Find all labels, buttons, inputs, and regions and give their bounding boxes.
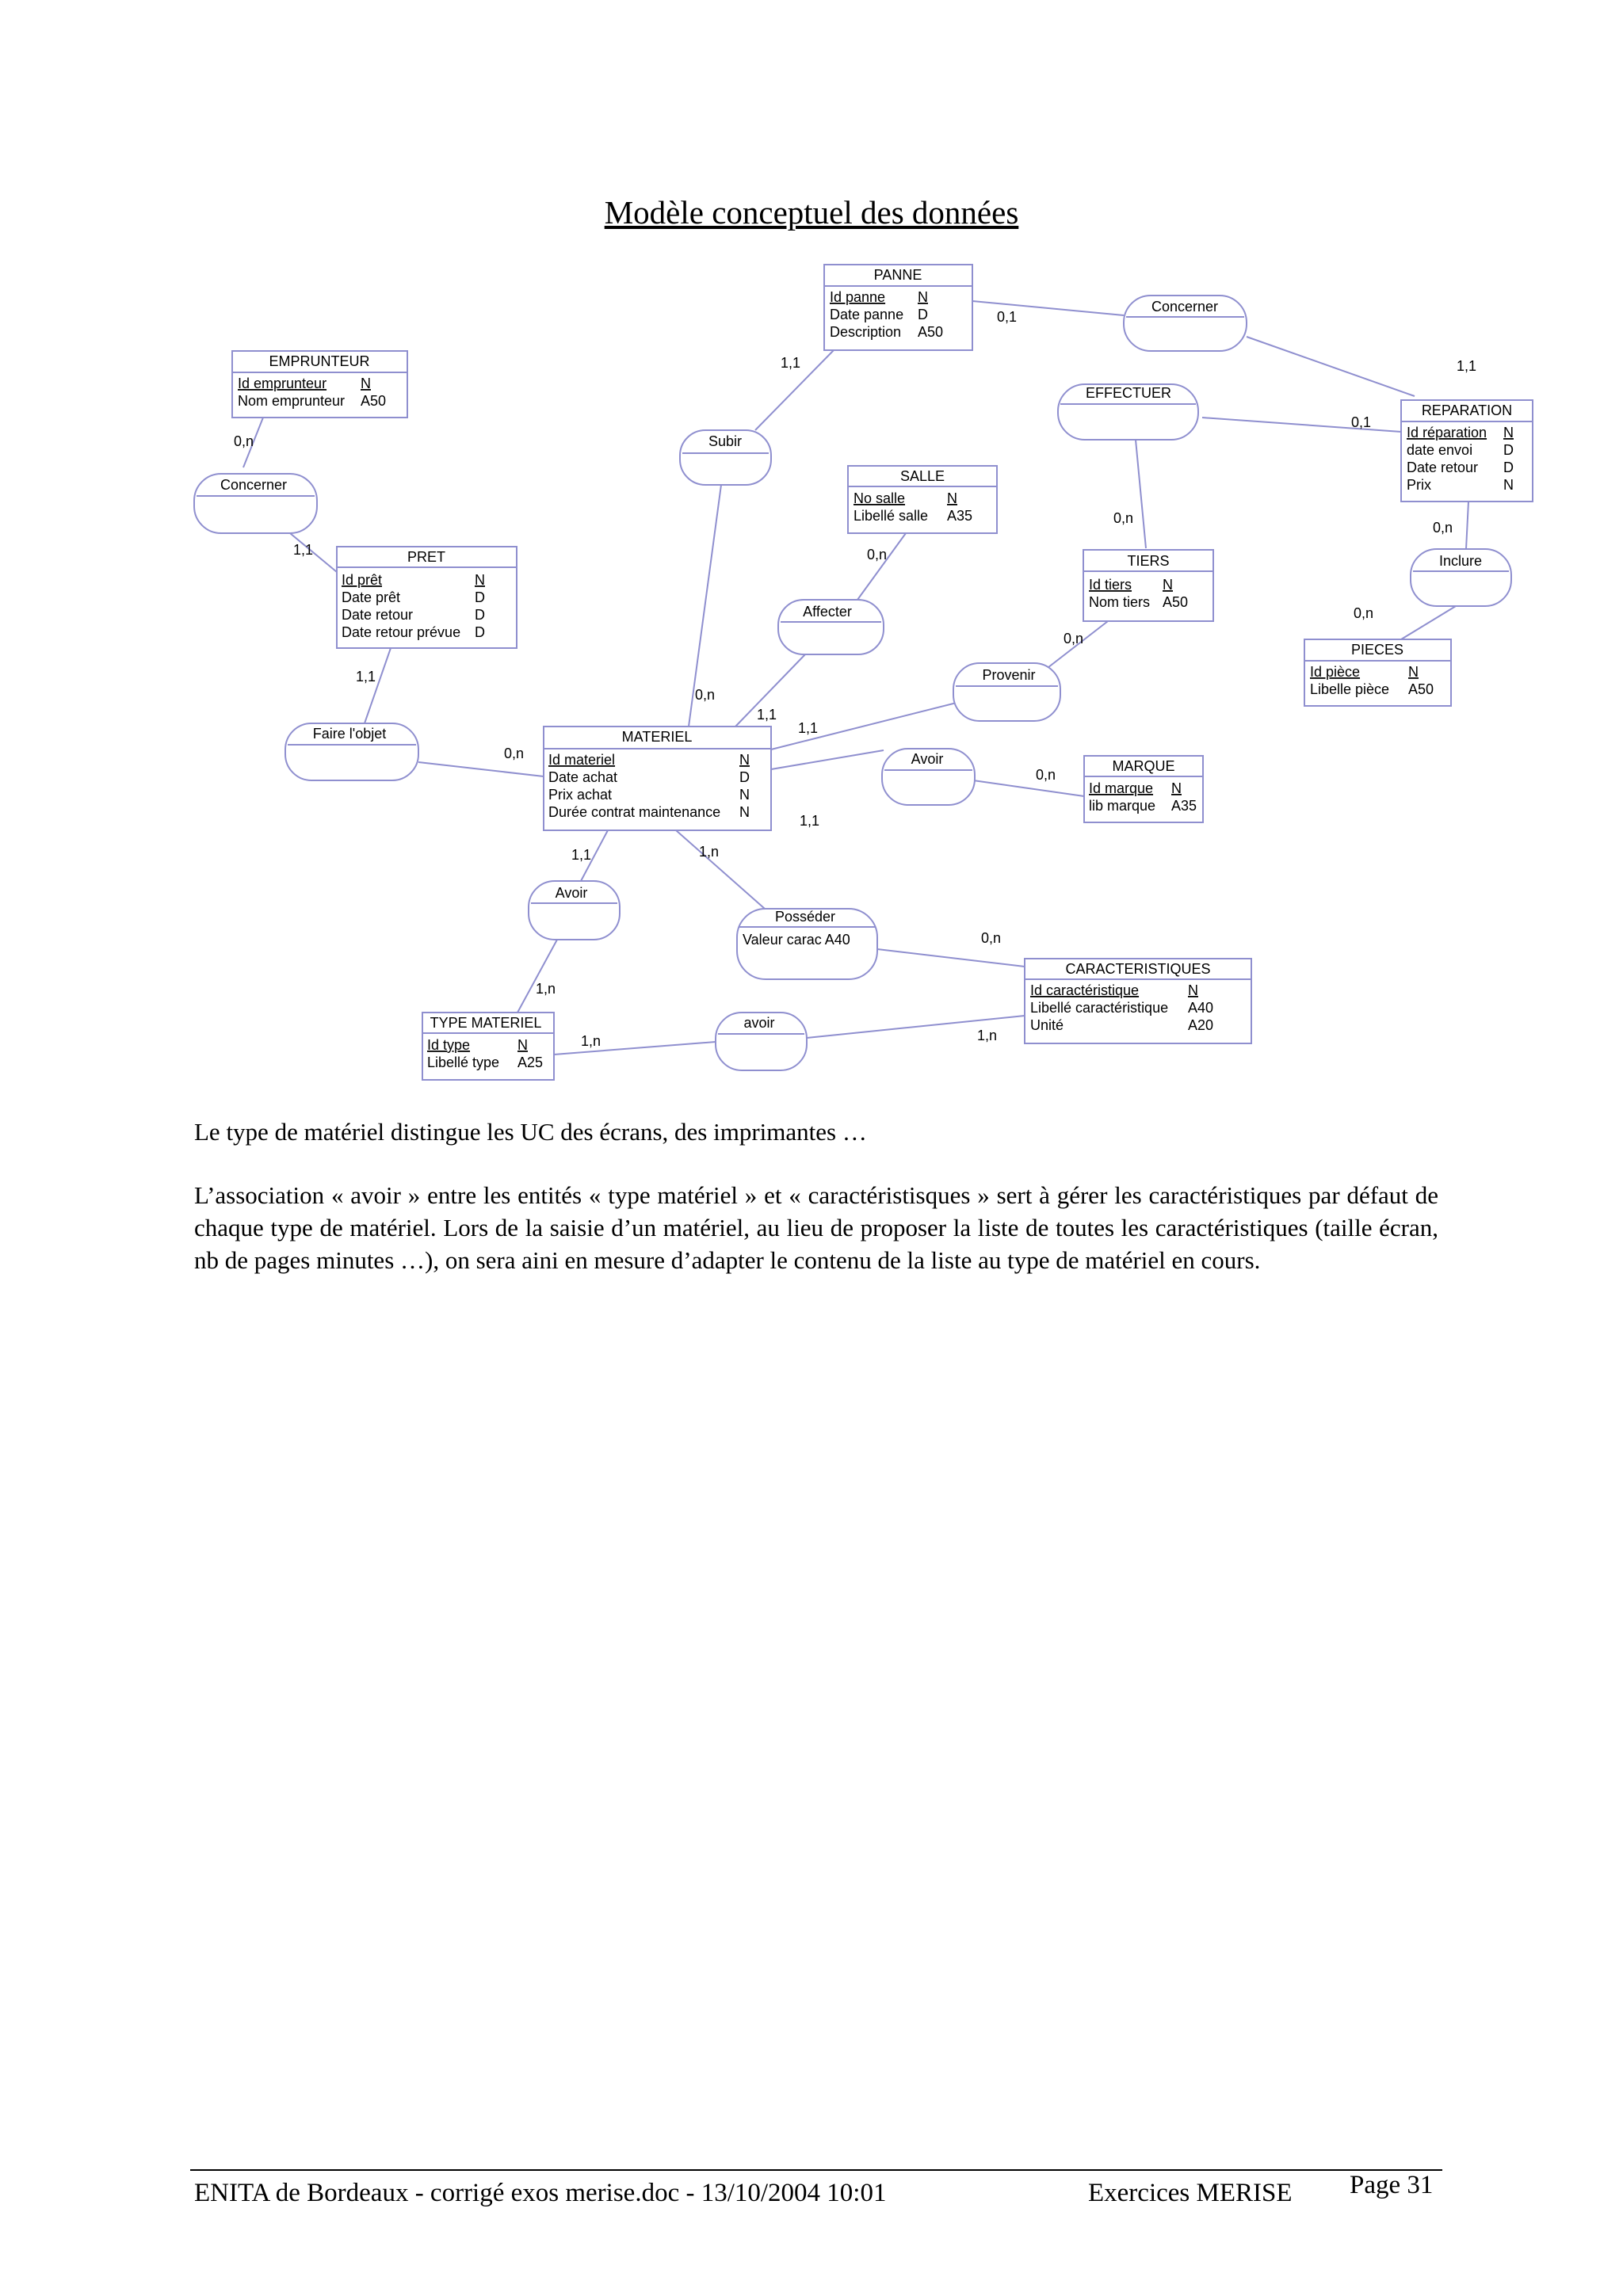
attr-prix-type: N [1503, 477, 1514, 493]
card-caract-posseder: 0,n [981, 930, 1002, 946]
card-pret-concerner: 1,1 [293, 542, 314, 558]
link-pret-faire [365, 648, 391, 723]
card-materiel-subir: 0,n [695, 687, 716, 703]
card-reparation-effectuer: 0,1 [1351, 414, 1372, 430]
attr-description: Description [830, 324, 902, 340]
attr-nom-tiers-type: A50 [1163, 594, 1189, 610]
assoc-avoir-type-label: Avoir [555, 885, 588, 901]
attr-id-type: Id type [427, 1037, 471, 1053]
assoc-subir-label: Subir [708, 433, 743, 449]
card-type-avoir-materiel: 1,n [536, 981, 556, 997]
attr-id-tiers-type: N [1163, 577, 1173, 593]
attr-date-retour-rep-type: D [1503, 460, 1514, 475]
link-salle-affecter [857, 533, 906, 600]
link-type-avoir [554, 1042, 716, 1055]
entity-type-materiel-title: TYPE MATERIEL [430, 1015, 542, 1031]
entity-emprunteur [232, 351, 407, 418]
attr-libelle-salle: Libellé salle [854, 508, 929, 524]
assoc-posseder [737, 909, 877, 979]
link-inclure-pieces [1401, 606, 1456, 639]
attr-date-panne-type: D [918, 307, 928, 322]
entity-reparation-title: REPARATION [1421, 402, 1513, 418]
attr-date-retour-rep: Date retour [1407, 460, 1479, 475]
card-materiel-posseder: 1,n [699, 844, 720, 860]
attr-prix-achat-type: N [739, 787, 750, 803]
link-panne-concerner [972, 301, 1124, 315]
card-materiel-affecter: 1,1 [757, 707, 777, 723]
attr-unite: Unité [1030, 1017, 1064, 1033]
paragraph-type-materiel: Le type de matériel distingue les UC des écrans, des imprimantes … [194, 1118, 867, 1146]
entity-marque [1084, 756, 1203, 822]
attr-libelle-salle-type: A35 [947, 508, 973, 524]
attr-id-marque: Id marque [1089, 780, 1154, 796]
assoc-provenir [953, 663, 1060, 721]
entity-pieces [1304, 639, 1451, 706]
entity-pret-title: PRET [407, 549, 446, 565]
link-avoir-marque [973, 780, 1084, 796]
card-pret-faire: 1,1 [356, 669, 376, 685]
attr-date-envoi: date envoi [1407, 442, 1473, 458]
card-tiers-effectuer: 0,n [1113, 510, 1134, 526]
entity-caracteristiques-title: CARACTERISTIQUES [1065, 961, 1211, 977]
link-avoir-type [517, 940, 557, 1013]
assoc-posseder-attr: Valeur carac A40 [743, 932, 850, 948]
attr-libelle-type: Libellé type [427, 1055, 500, 1070]
attr-id-piece-type: N [1408, 664, 1419, 680]
attr-date-retour-prevue: Date retour prévue [342, 624, 461, 640]
entity-caracteristiques [1025, 959, 1251, 1043]
attr-id-type-type: N [517, 1037, 528, 1053]
attr-nom-emprunteur: Nom emprunteur [238, 393, 346, 409]
footer-course: Exercices MERISE [1088, 2179, 1293, 2207]
assoc-avoir-marque-label: Avoir [911, 751, 944, 767]
card-materiel-avoir-type: 1,1 [571, 847, 592, 863]
attr-id-pret: Id prêt [342, 572, 383, 588]
attr-id-panne: Id panne [830, 289, 886, 305]
attr-id-emprunteur: Id emprunteur [238, 376, 327, 391]
card-materiel-faire: 0,n [504, 746, 525, 761]
attr-unite-type: A20 [1188, 1017, 1214, 1033]
attr-no-salle-type: N [947, 490, 957, 506]
attr-id-caracteristique-type: N [1188, 982, 1198, 998]
assoc-effectuer [1058, 384, 1198, 440]
mcd-diagram [0, 0, 1623, 1093]
attr-date-envoi-type: D [1503, 442, 1514, 458]
attr-id-materiel-type: N [739, 752, 750, 768]
attr-nom-emprunteur-type: A50 [361, 393, 387, 409]
attr-id-materiel: Id materiel [548, 752, 616, 768]
card-reparation-concerner: 1,1 [1457, 358, 1477, 374]
attr-date-achat-type: D [739, 769, 750, 785]
footer-divider [190, 2169, 1442, 2171]
link-effectuer-reparation [1202, 418, 1401, 432]
attr-prix: Prix [1407, 477, 1431, 493]
entity-materiel-title: MATERIEL [621, 729, 693, 745]
card-salle-affecter: 0,n [867, 547, 888, 563]
assoc-inclure [1411, 549, 1511, 606]
assoc-concerner-pret-label: Concerner [220, 477, 288, 493]
attr-id-reparation: Id réparation [1407, 425, 1487, 441]
attr-id-pret-type: N [475, 572, 485, 588]
assoc-subir [680, 430, 771, 485]
attr-prix-achat: Prix achat [548, 787, 613, 803]
attr-duree-contrat-type: N [739, 804, 750, 820]
assoc-provenir-label: Provenir [982, 667, 1036, 683]
assoc-inclure-label: Inclure [1438, 553, 1483, 569]
assoc-affecter [778, 600, 884, 654]
link-effectuer-tiers [1136, 440, 1146, 548]
assoc-faire-objet-label: Faire l'objet [312, 726, 387, 742]
attr-id-piece: Id pièce [1310, 664, 1361, 680]
assoc-concerner-panne-label: Concerner [1151, 299, 1219, 315]
entity-emprunteur-title: EMPRUNTEUR [269, 353, 370, 369]
paragraph-association-avoir: L’association « avoir » entre les entités « type matériel » et « caractéristisques » sert à gérer les caractéristiques par défaut de chaque type de matériel. Lors de la saisie d’un matériel, au lieu de proposer la liste de toutes les caractéristiques (taille écran, nb de pages minutes …), on sera aini en mesure d’adapter le contenu de la liste au type de matériel en cours. [194, 1181, 1438, 1274]
assoc-faire-objet [285, 723, 418, 780]
attr-id-marque-type: N [1171, 780, 1182, 796]
attr-date-pret-type: D [475, 589, 485, 605]
entity-pieces-title: PIECES [1350, 642, 1404, 658]
card-type-avoir-carac: 1,n [581, 1033, 601, 1049]
card-pieces-inclure: 0,n [1354, 605, 1374, 621]
attr-libelle-type-type: A25 [517, 1055, 544, 1070]
link-reparation-inclure [1466, 502, 1468, 549]
attr-libelle-caracteristique: Libellé caractéristique [1030, 1000, 1169, 1016]
attr-lib-marque: lib marque [1089, 798, 1156, 814]
attr-lib-marque-type: A35 [1171, 798, 1197, 814]
card-emprunteur-concerner: 0,n [234, 433, 254, 449]
attr-libelle-piece-type: A50 [1408, 681, 1434, 697]
link-faire-materiel [418, 762, 544, 776]
entity-pret [337, 547, 517, 648]
assoc-posseder-label: Posséder [774, 909, 836, 925]
link-posseder-caract [877, 949, 1025, 967]
entity-tiers [1083, 550, 1213, 621]
footer-document-info: ENITA de Bordeaux - corrigé exos merise.doc - 13/10/2004 10:01 [194, 2179, 887, 2207]
assoc-avoir-type [529, 881, 620, 940]
attr-id-emprunteur-type: N [361, 376, 371, 391]
assoc-effectuer-label: EFFECTUER [1086, 385, 1171, 401]
attr-date-retour-prevue-type: D [475, 624, 485, 640]
attr-date-achat: Date achat [548, 769, 618, 785]
card-panne-subir: 1,1 [781, 355, 801, 371]
attr-date-pret: Date prêt [342, 589, 401, 605]
assoc-avoir-carac-label: avoir [743, 1015, 775, 1031]
assoc-avoir-marque [882, 749, 975, 805]
attr-date-panne: Date panne [830, 307, 904, 322]
assoc-avoir-carac [716, 1013, 807, 1070]
entity-materiel [544, 727, 771, 830]
link-concerner-reparation [1247, 337, 1415, 396]
attr-id-panne-type: N [918, 289, 928, 305]
page-title: Modèle conceptuel des données [604, 194, 1019, 231]
entity-panne-title: PANNE [873, 267, 922, 283]
card-materiel-avoir-marque: 1,1 [800, 813, 820, 829]
entity-type-materiel [422, 1013, 554, 1080]
attr-id-caracteristique: Id caractéristique [1030, 982, 1140, 998]
link-materiel-posseder [676, 830, 765, 909]
entity-panne [824, 265, 972, 350]
card-marque-avoir: 0,n [1036, 767, 1056, 783]
attr-libelle-piece: Libelle pièce [1310, 681, 1390, 697]
attr-id-reparation-type: N [1503, 425, 1514, 441]
entity-marque-title: MARQUE [1112, 758, 1175, 774]
link-materiel-avoir-marque [771, 750, 884, 769]
entity-salle [848, 466, 997, 533]
attr-libelle-caracteristique-type: A40 [1188, 1000, 1214, 1016]
attr-duree-contrat: Durée contrat maintenance [548, 804, 721, 820]
assoc-concerner-panne [1124, 296, 1247, 351]
card-panne-concerner: 0,1 [997, 309, 1018, 325]
assoc-affecter-label: Affecter [803, 604, 852, 620]
assoc-concerner-pret [194, 474, 317, 533]
attr-date-retour-pret-type: D [475, 607, 485, 623]
attr-date-retour-pret: Date retour [342, 607, 414, 623]
footer-page-number: Page 31 [1350, 2171, 1434, 2199]
card-tiers-provenir: 0,n [1064, 631, 1084, 646]
attr-no-salle: No salle [854, 490, 906, 506]
entity-reparation [1401, 400, 1533, 502]
entity-salle-title: SALLE [899, 468, 945, 484]
card-reparation-inclure: 0,n [1433, 520, 1453, 536]
attr-id-tiers: Id tiers [1089, 577, 1132, 593]
card-materiel-provenir: 1,1 [798, 720, 819, 736]
card-caract-avoir: 1,n [977, 1028, 998, 1043]
attr-nom-tiers: Nom tiers [1089, 594, 1151, 610]
entity-tiers-title: TIERS [1127, 553, 1170, 569]
attr-description-type: A50 [918, 324, 944, 340]
